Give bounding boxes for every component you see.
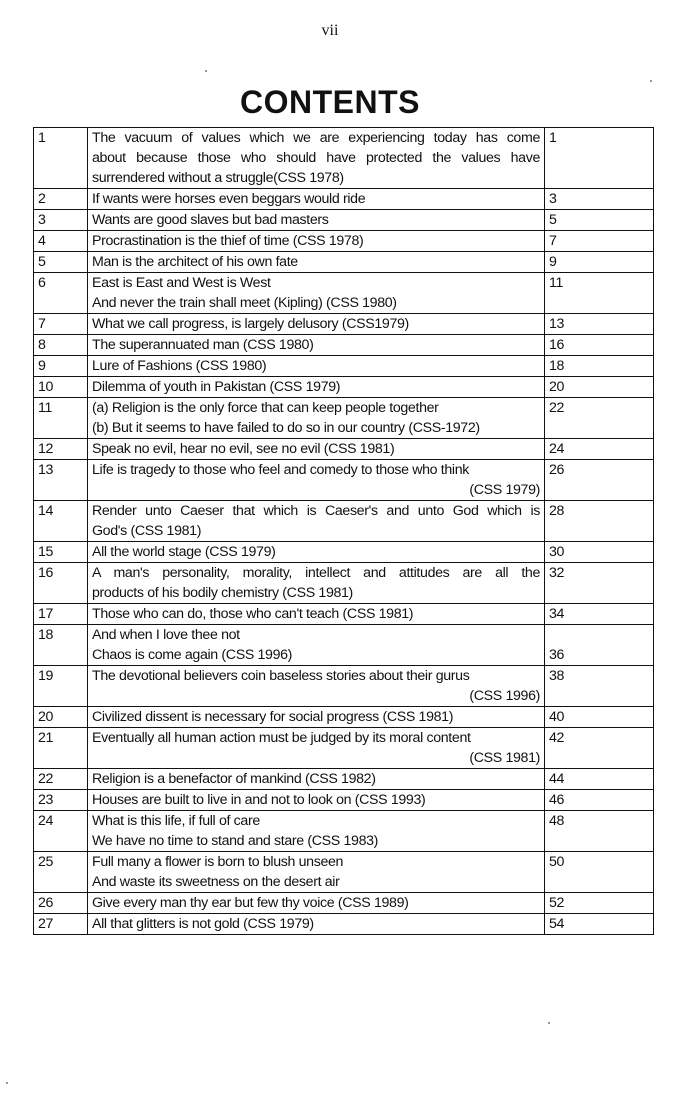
entry-page-number <box>545 790 654 811</box>
entry-topic <box>88 356 545 377</box>
entry-page-value: 18 <box>549 358 565 374</box>
table-row <box>34 666 654 707</box>
entry-page-number <box>545 398 654 439</box>
entry-page-value: 40 <box>549 709 565 725</box>
entry-number: 14 <box>34 501 88 542</box>
entry-page-number <box>545 811 654 852</box>
entry-topic-line: The devotional believers coin baseless stories about their gurus <box>92 668 470 684</box>
entry-page-value: 24 <box>549 441 565 457</box>
entry-page-value: 50 <box>549 854 565 870</box>
entry-topic <box>88 335 545 356</box>
entry-topic-line: What is this life, if full of care <box>92 813 260 829</box>
entry-topic <box>88 728 545 769</box>
entry-topic-line: (CSS 1979) <box>469 482 540 498</box>
entry-page-value: 46 <box>549 792 565 808</box>
entry-topic-line: Eventually all human action must be judged by its moral content <box>92 730 471 746</box>
entry-page-number <box>545 563 654 604</box>
entry-topic <box>88 231 545 252</box>
entry-page-value: 26 <box>549 462 565 478</box>
entry-topic-line: East is East and West is West <box>92 275 271 291</box>
entry-page-value: 38 <box>549 668 565 684</box>
entry-topic <box>88 273 545 314</box>
entry-topic <box>88 811 545 852</box>
table-row <box>34 625 654 666</box>
entry-number: 1 <box>34 128 88 189</box>
entry-topic <box>88 769 545 790</box>
entry-topic <box>88 189 545 210</box>
table-row <box>34 914 654 935</box>
entry-number: 11 <box>34 398 88 439</box>
entry-topic <box>88 439 545 460</box>
entry-page-number <box>545 231 654 252</box>
table-row <box>34 790 654 811</box>
entry-page-number <box>545 893 654 914</box>
entry-page-number <box>545 728 654 769</box>
entry-page-value: 52 <box>549 895 565 911</box>
entry-topic-line: All the world stage (CSS 1979) <box>92 544 276 560</box>
entry-number: 15 <box>34 542 88 563</box>
entry-page-number <box>545 314 654 335</box>
entry-topic <box>88 460 545 501</box>
entry-page-value: 34 <box>549 606 565 622</box>
entry-topic-line: We have no time to stand and stare (CSS 1983) <box>92 833 379 849</box>
entry-number: 13 <box>34 460 88 501</box>
page-title: CONTENTS <box>240 84 420 120</box>
contents-table <box>33 127 654 935</box>
entry-topic-line: A man's personality, morality, intellect and attitudes are all the <box>92 565 540 581</box>
entry-topic <box>88 852 545 893</box>
entry-page-number <box>545 666 654 707</box>
table-row <box>34 707 654 728</box>
entry-topic-line: about because those who should have protected the values have <box>92 150 540 166</box>
entry-number: 23 <box>34 790 88 811</box>
entry-page-value: 54 <box>549 916 565 932</box>
entry-page-value: 42 <box>549 730 565 746</box>
table-row <box>34 728 654 769</box>
table-row <box>34 189 654 210</box>
table-row <box>34 335 654 356</box>
entry-topic-line: Religion is a benefactor of mankind (CSS 1982) <box>92 771 376 787</box>
entry-number: 10 <box>34 377 88 398</box>
entry-number: 22 <box>34 769 88 790</box>
entry-page-number <box>545 914 654 935</box>
entry-page-number <box>545 604 654 625</box>
entry-page-value: 3 <box>549 191 557 207</box>
entry-page-value: 11 <box>549 275 564 291</box>
table-row <box>34 128 654 189</box>
entry-page-number <box>545 439 654 460</box>
entry-number: 17 <box>34 604 88 625</box>
table-row <box>34 769 654 790</box>
table-row <box>34 852 654 893</box>
entry-page-number <box>545 356 654 377</box>
entry-page-number <box>545 128 654 189</box>
table-row <box>34 273 654 314</box>
contents-table-body <box>34 128 654 935</box>
table-row <box>34 314 654 335</box>
entry-number: 16 <box>34 563 88 604</box>
entry-topic <box>88 625 545 666</box>
entry-page-value: 32 <box>549 565 565 581</box>
table-row <box>34 377 654 398</box>
entry-topic <box>88 666 545 707</box>
entry-topic-line: Dilemma of youth in Pakistan (CSS 1979) <box>92 379 341 395</box>
entry-topic-line: Speak no evil, hear no evil, see no evil (CSS 1981) <box>92 441 395 457</box>
entry-page-number <box>545 460 654 501</box>
entry-topic <box>88 398 545 439</box>
table-row <box>34 231 654 252</box>
entry-page-number <box>545 335 654 356</box>
table-row <box>34 563 654 604</box>
entry-page-number <box>545 542 654 563</box>
entry-topic <box>88 893 545 914</box>
entry-topic <box>88 252 545 273</box>
entry-topic-line: (a) Religion is the only force that can keep people together <box>92 400 439 416</box>
entry-page-number <box>545 625 654 666</box>
entry-page-number <box>545 769 654 790</box>
entry-page-value: 36 <box>549 647 565 663</box>
table-row <box>34 398 654 439</box>
entry-number: 27 <box>34 914 88 935</box>
entry-number: 4 <box>34 231 88 252</box>
entry-page-value: 9 <box>549 254 557 270</box>
entry-topic <box>88 604 545 625</box>
entry-page-value: 44 <box>549 771 565 787</box>
entry-topic-line: All that glitters is not gold (CSS 1979) <box>92 916 314 932</box>
entry-topic <box>88 210 545 231</box>
table-row <box>34 811 654 852</box>
entry-topic-line: Lure of Fashions (CSS 1980) <box>92 358 267 374</box>
table-row <box>34 356 654 377</box>
table-row <box>34 893 654 914</box>
entry-page-number <box>545 501 654 542</box>
entry-number: 9 <box>34 356 88 377</box>
entry-topic-line: And waste its sweetness on the desert air <box>92 874 340 890</box>
table-row <box>34 210 654 231</box>
entry-number: 24 <box>34 811 88 852</box>
entry-page-number <box>545 852 654 893</box>
entry-page-number <box>545 189 654 210</box>
entry-page-value: 16 <box>549 337 565 353</box>
entry-number: 21 <box>34 728 88 769</box>
entry-topic-line: Chaos is come again (CSS 1996) <box>92 647 293 663</box>
entry-topic-line: What we call progress, is largely delusory (CSS1979) <box>92 316 409 332</box>
entry-topic-line: Render unto Caeser that which is Caeser's and unto God which is <box>92 503 540 519</box>
entry-topic <box>88 128 545 189</box>
entry-number: 25 <box>34 852 88 893</box>
entry-number: 8 <box>34 335 88 356</box>
entry-page-number <box>545 252 654 273</box>
entry-page-value: 7 <box>549 233 557 249</box>
entry-topic-line: Wants are good slaves but bad masters <box>92 212 329 228</box>
entry-page-number <box>545 273 654 314</box>
entry-topic-line: (b) But it seems to have failed to do so in our country (CSS-1972) <box>92 420 480 436</box>
entry-topic <box>88 707 545 728</box>
entry-page-value: 30 <box>549 544 565 560</box>
entry-topic-line: (CSS 1996) <box>469 688 540 704</box>
entry-number: 3 <box>34 210 88 231</box>
table-row <box>34 252 654 273</box>
entry-topic-line: And when I love thee not <box>92 627 240 643</box>
entry-topic <box>88 563 545 604</box>
entry-page-value: 13 <box>549 316 565 332</box>
entry-page-value: 48 <box>549 813 565 829</box>
entry-number: 2 <box>34 189 88 210</box>
entry-topic <box>88 914 545 935</box>
entry-topic <box>88 314 545 335</box>
entry-topic-line: products of his bodily chemistry (CSS 1981) <box>92 585 353 601</box>
entry-page-number <box>545 377 654 398</box>
entry-number: 20 <box>34 707 88 728</box>
entry-number: 26 <box>34 893 88 914</box>
entry-topic-line: Those who can do, those who can't teach (CSS 1981) <box>92 606 414 622</box>
table-row <box>34 542 654 563</box>
entry-number: 12 <box>34 439 88 460</box>
entry-page-value: 28 <box>549 503 565 519</box>
entry-topic <box>88 501 545 542</box>
table-row <box>34 439 654 460</box>
entry-page-value: 20 <box>549 379 565 395</box>
entry-topic-line: Houses are built to live in and not to look on (CSS 1993) <box>92 792 426 808</box>
entry-topic-line: Man is the architect of his own fate <box>92 254 298 270</box>
entry-topic-line: Full many a flower is born to blush unseen <box>92 854 344 870</box>
entry-page-number <box>545 707 654 728</box>
entry-page-value: 5 <box>549 212 557 228</box>
table-row <box>34 501 654 542</box>
entry-topic <box>88 790 545 811</box>
entry-topic-line: (CSS 1981) <box>469 750 540 766</box>
entry-number: 18 <box>34 625 88 666</box>
entry-topic-line: Life is tragedy to those who feel and comedy to those who think <box>92 462 470 478</box>
entry-topic-line: surrendered without a struggle(CSS 1978) <box>92 170 344 186</box>
table-row <box>34 604 654 625</box>
entry-number: 7 <box>34 314 88 335</box>
entry-number: 5 <box>34 252 88 273</box>
entry-page-number <box>545 210 654 231</box>
entry-topic-line: The vacuum of values which we are experiencing today has come <box>92 130 540 146</box>
entry-topic-line: If wants were horses even beggars would ride <box>92 191 366 207</box>
page-number: vii <box>321 22 339 39</box>
entry-number: 6 <box>34 273 88 314</box>
entry-page-value: 1 <box>549 130 557 146</box>
entry-topic-line: And never the train shall meet (Kipling) (CSS 1980) <box>92 295 397 311</box>
entry-topic-line: The superannuated man (CSS 1980) <box>92 337 314 353</box>
entry-topic <box>88 377 545 398</box>
entry-topic-line: God's (CSS 1981) <box>92 523 202 539</box>
entry-topic-line: Procrastination is the thief of time (CSS 1978) <box>92 233 364 249</box>
entry-page-value: 22 <box>549 400 565 416</box>
table-row <box>34 460 654 501</box>
entry-topic <box>88 542 545 563</box>
entry-number: 19 <box>34 666 88 707</box>
entry-topic-line: Give every man thy ear but few thy voice (CSS 1989) <box>92 895 409 911</box>
entry-topic-line: Civilized dissent is necessary for social progress (CSS 1981) <box>92 709 454 725</box>
